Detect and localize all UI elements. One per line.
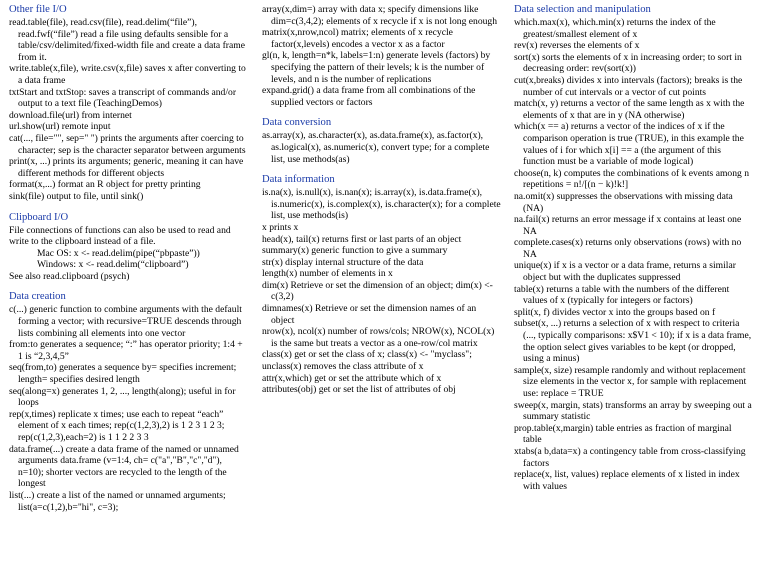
entry-expand-grid: expand.grid() a data frame from all combinations of the supplied vectors or factors: [262, 85, 476, 108]
entry-attributes: attributes(obj) get or set the list of attributes of obj: [262, 384, 456, 396]
entry-sink: sink(file) output to file, until sink(): [9, 190, 144, 202]
entry-rev: rev(x) reverses the elements of x: [514, 40, 640, 52]
entry-txtstart: txtStart and txtStop: saves a transcript of commands and/or output to a text file (TeachingDemos): [9, 86, 237, 110]
entry-rep: rep(x,times) replicate x times; use each to repeat “each” element of x each times; rep(c(1,2,3),2) is 1 2 3 1 2 3; rep(c(1,2,3),each=2) is 1 1 2 2 3 3: [9, 408, 225, 443]
entry-na-fail: na.fail(x) returns an error message if x contains at least one NA: [514, 214, 742, 237]
column-3: [514, 4, 752, 501]
entry-table: table(x) returns a table with the numbers of the different values of x (typically for integers or factors): [514, 283, 730, 307]
entry-data-frame: data.frame(...) create a data frame of the named or unnamed arguments data.frame (v=1:4, ch= c("a","B","c","d"), n=10); shorter vectors are recycled to the length of the longest: [9, 443, 239, 490]
entry-list: list(...) create a list of the named or unnamed arguments; list(a=c(1,2),b="hi", c=3);: [9, 489, 226, 513]
column-1: [9, 4, 247, 522]
entry-read-table: read.table(file), read.csv(file), read.delim(“file”), read.fwf(“file”) read a file using defaults sensible for a table/csv/delimited/fixed-width file and create a data frame from it.: [9, 17, 245, 63]
section-title: Data creation: [9, 291, 66, 303]
section-data-creation-cont: [262, 4, 502, 108]
clipboard-intro: File connections of functions can also be used to read and write to the clipboard instead of a file.: [9, 224, 231, 248]
entry-url-show: url.show(url) remote input: [9, 121, 111, 133]
entry-matrix: matrix(x,nrow,ncol) matrix; elements of x recycle: [262, 27, 453, 39]
entry-format: format(x,...) format an R object for pretty printing: [9, 179, 201, 191]
column-2: [262, 4, 502, 405]
entry-seq-along: seq(along=x) generates 1, 2, ..., length(along); useful in for loops: [9, 385, 236, 409]
entry-which: which(x == a) returns a vector of the indices of x if the comparison operation is true (TRUE), in this example the values of i for which x[i] == a (the argument of this function must be a variable of mode logical): [514, 121, 744, 168]
clipboard-mac: Mac OS: x <- read.delim(pipe(“pbpaste”)): [37, 247, 200, 259]
entry-cat: cat(..., file="", sep=" ") prints the arguments after coercing to character; sep is the character separator between arguments: [9, 132, 246, 156]
section-title: Data conversion: [262, 117, 332, 129]
clipboard-see-also: See also read.clipboard (psych): [9, 270, 130, 282]
entry-unclass: unclass(x) removes the class attribute of x: [262, 361, 424, 373]
section-title: Clipboard I/O: [9, 211, 69, 223]
entry-which-max: which.max(x), which.min(x) returns the index of the greatest/smallest element of x: [514, 17, 716, 40]
entry-download-file: download.file(url) from internet: [9, 109, 132, 121]
entry-from-to: from:to generates a sequence; “:” has operator priority; 1:4 + 1 is “2,3,4,5”: [9, 339, 243, 362]
entry-seq: seq(from,to) generates a sequence by= specifies increment; length= specifies desired length: [9, 362, 237, 386]
section-data-selection: [514, 4, 752, 492]
section-data-information: [262, 174, 502, 396]
entry-replace: replace(x, list, values) replace elements of x listed in index with values: [514, 469, 740, 492]
entry-class: class(x) get or set the class of x; class(x) <- "myclass";: [262, 349, 472, 361]
entry-dim: dim(x) Retrieve or set the dimension of an object; dim(x) <- c(3,2): [262, 279, 493, 303]
entry-match: match(x, y) returns a vector of the same length as x with the elements of x that are in y (NA otherwise): [514, 98, 745, 121]
entry-is-na: is.na(x), is.null(x), is.nan(x); is.array(x), is.data.frame(x), is.numeric(x), is.complex(x), is.character(x); for a complete list, use methods(is): [262, 187, 501, 222]
section-data-creation: [9, 291, 247, 513]
section-other-file-io: [9, 4, 247, 203]
section-title: Data selection and manipulation: [514, 4, 651, 15]
entry-na-omit: na.omit(x) suppresses the observations with missing data (NA): [514, 190, 733, 214]
entry-factor: factor(x,levels) encodes a vector x as a factor: [271, 38, 445, 50]
entry-complete-cases: complete.cases(x) returns only observations (rows) with no NA: [514, 237, 742, 260]
entry-array: array(x,dim=) array with data x; specify dimensions like dim=c(3,4,2); elements of x recycle if x is not long enough: [262, 4, 498, 27]
entry-xtabs: xtabs(a b,data=x) a contingency table from cross-classifying factors: [514, 445, 746, 469]
entry-subset: subset(x, ...) returns a selection of x with respect to criteria (..., typically comparisons: x$V1 < 10); if x is a data frame, the option select gives variables to be kept (or dropped, using a minus): [514, 318, 752, 365]
entry-head-tail: head(x), tail(x) returns first or last parts of an object: [262, 233, 462, 245]
section-clipboard-io: [9, 212, 247, 283]
entry-attr: attr(x,which) get or set the attribute which of x: [262, 372, 442, 384]
entry-split: split(x, f) divides vector x into the groups based on f: [514, 306, 716, 318]
entry-sort: sort(x) sorts the elements of x in increasing order; to sort in decreasing order: rev(sort(x)): [514, 51, 742, 75]
entry-summary: summary(x) generic function to give a summary: [262, 245, 448, 257]
entry-gl: gl(n, k, length=n*k, labels=1:n) generate levels (factors) by specifying the pattern of their levels; k is the number of levels, and n is the number of replications: [262, 50, 491, 85]
section-data-conversion: [262, 117, 502, 165]
entry-x: x prints x: [262, 221, 299, 233]
section-title: Other file I/O: [9, 4, 67, 15]
entry-sample: sample(x, size) resample randomly and without replacement size elements in the vector x, for sample with replacement use: replace = TRUE: [514, 364, 747, 399]
entry-c: c(...) generic function to combine arguments with the default forming a vector; with recursive=TRUE descends through lists combining all elements into one vector: [9, 304, 242, 339]
entry-unique: unique(x) if x is a vector or a data frame, returns a similar object but with the duplicates suppressed: [514, 260, 736, 284]
section-title: Data information: [262, 174, 335, 186]
clipboard-windows: Windows: x <- read.delim(“clipboard”): [37, 259, 189, 271]
entry-sweep: sweep(x, margin, stats) transforms an array by sweeping out a summary statistic: [514, 399, 752, 423]
entry-cut: cut(x,breaks) divides x into intervals (factors); breaks is the number of cut intervals or a vector of cut points: [514, 74, 743, 98]
entry-as-array: as.array(x), as.character(x), as.data.frame(x), as.factor(x), as.logical(x), as.numeric(x), convert type; for a complete list, use methods(as): [262, 130, 490, 165]
entry-length: length(x) number of elements in x: [262, 268, 393, 280]
entry-dimnames: dimnames(x) Retrieve or set the dimension names of an object: [262, 303, 477, 326]
entry-nrow-ncol: nrow(x), ncol(x) number of rows/cols; NROW(x), NCOL(x) is the same but treats a vector as a one-row/col matrix: [262, 326, 495, 349]
entry-print: print(x, ...) prints its arguments; generic, meaning it can have different methods for different objects: [9, 156, 244, 179]
entry-write-table: write.table(x,file), write.csv(x,file) saves x after converting to a data frame: [9, 63, 246, 86]
entry-str: str(x) display internal structure of the data: [262, 256, 424, 268]
entry-prop-table: prop.table(x,margin) table entries as fraction of marginal table: [514, 422, 732, 446]
entry-choose: choose(n, k) computes the combinations of k events among n repetitions = n!/[(n − k)!k!]: [514, 167, 749, 191]
